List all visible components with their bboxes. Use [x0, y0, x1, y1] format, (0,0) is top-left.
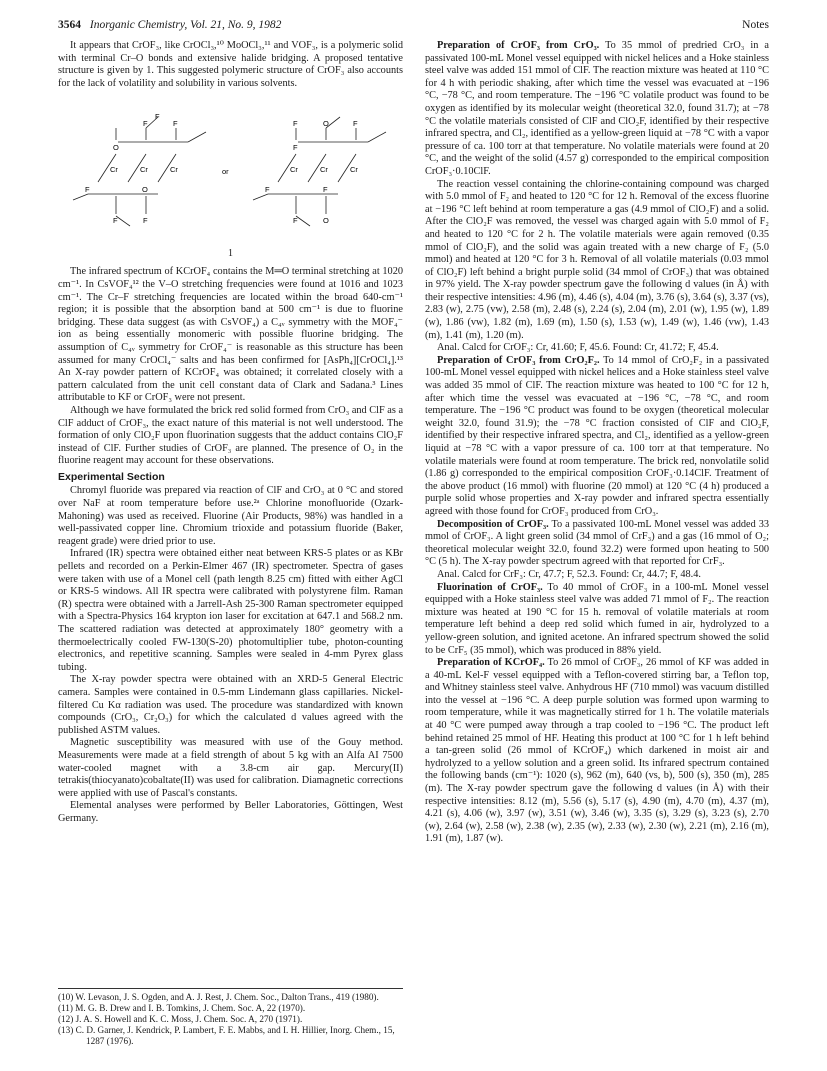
- atom-label: O: [142, 185, 148, 195]
- paragraph-prep-kcrof4: [425, 657, 769, 846]
- paragraph-prep-from-cro2f2: [425, 355, 769, 519]
- paragraph-prep-from-cro3: [425, 40, 769, 179]
- atom-label: O: [113, 143, 119, 153]
- paragraph-fluorination-of-adduct: The reaction vessel containing the chlorine-containing compound was charged with 5.0 mmol of F₂ and heated to 120 °C for 12 h. Removal of the excess fluorine at −196 °C left behind at room temperature a gas (4.9 mmol of ClO₂F) and a solid. After the ClO₂F was removed, the vessel was charged again with 5.0 mmol of F₂ and heated to 120 °C for 2 h. The volatile materials were again removed (0.35 mmol of ClO₂F), and the solid was again treated with a new charge of F₂ (5.0 mmol) and heated at 120 °C for 3 h. Removal of all volatile materials (0.03 mmol of ClO₂F) left behind a bright purple solid (34 mmol of CrOF₃) that was obtained in 97% yield. The X-ray powder spectrum gave the following d values (in Å) with their respective intensities: 4.96 (m), 4.46 (s), 4.04 (m), 3.76 (s), 3.64 (s), 3.37 (vs), 2.83 (w), 2.75 (vw), 2.58 (m), 2.48 (s), 2.24 (s), 2.04 (m), 2.01 (w), 1.95 (w), 1.89 (w), 1.86 (vw), 1.82 (m), 1.69 (m), 1.50 (s), 1.53 (w), 1.49 (w), 1.46 (vw), 1.43 (m), 1.41 (m), 1.20 (m).: [425, 178, 769, 341]
- atom-label: F: [293, 143, 298, 153]
- paragraph-xray: The X-ray powder spectra were obtained with an XRD-5 General Electric camera. Samples were contained in 0.5-mm Lindemann glass capillaries. Nickel-filtered Cu Kα radiation was used. The procedure was standardized with known compounds (CrO₃, Cr₂O₃) for which the calculated d values agreed with the published ASTM values.: [58, 674, 403, 736]
- atom-label: Cr: [110, 165, 118, 175]
- atom-label: F: [293, 216, 298, 226]
- subsection-title: Preparation of CrOF₃ from CrO₃.: [437, 40, 600, 51]
- subsection-title: Preparation of CrOF₃ from CrO₂F₂.: [437, 354, 600, 366]
- atom-label: Cr: [320, 165, 328, 175]
- atom-label: F: [265, 185, 270, 195]
- paragraph-ir-discussion: The infrared spectrum of KCrOF₄ contains the M═O terminal stretching at 1020 cm⁻¹. In CsVOF₄¹² the V–O stretching frequencies were found at 1016 and 1023 cm⁻¹. The Cr–F stretching frequencies are located within the broad 640-cm⁻¹ region; it is possible that the absorption band at 500 cm⁻¹ is due to fluorine bridging. These data suggest (as with CsVOF₄) a C₄ᵥ symmetry with the MOF₄⁻ ion as being essentially monomeric with possible fluorine bridging. The assumption of C₄ᵥ symmetry for CrOF₄⁻ is reasonable as this structure has been assumed for many CrOCl₄⁻ salts and has been confirmed for [AsPh₄][CrOCl₄].¹³ An X-ray powder pattern of KCrOF₄ was obtained; it correlated closely with a pattern calculated from the unit cell constant data of Clark and Sadana.³ Lines attributable to KF or CrOF₃ were not present.: [58, 266, 403, 404]
- paragraph-decomposition: [425, 519, 769, 569]
- section-heading: Experimental Section: [58, 470, 165, 483]
- paragraph-magnetic: Magnetic susceptibility was measured with use of the Gouy method. Measurements were made at a field strength of about 5 kg with an Alfa AI 7500 water-cooled magnet with a 3.8-cm air gap. Mercury(II) tetrakis(thiocyanato)cobaltate(II) was used for calibration. Diamagnetic corrections were applied with use of Pascal's constants.: [58, 737, 403, 799]
- atom-label: F: [143, 216, 148, 226]
- subsection-text: To 26 mmol of CrOF₃, 26 mmol of KF was added in a 40-mL Kel-F vessel equipped with a Teflon-covered stirring bar, a Teflon top, and Whitney stainless steel valve. Anhydrous HF (710 mmol) was vacuum distilled into the vessel at −196 °C. A deep purple solution was formed upon warming to room temperature, while it was magnetically stirred for 1 h. The volatile materials at 40 °C were pumped away through a trap cooled to −196 °C. The product left behind retained 25 mmol of HF. Heating this product at 100 °C for 1 h left behind a tan-green solid (26 mmol of KCrOF₄) which darkened in moist air and hydrolyzed to a yellow solution and a green solid. Its infrared spectrum contained the following bands (cm⁻¹): 1020 (s), 962 (m), 640 (vs, b), 500 (s), 350 (m), 285 (m). The X-ray powder spectrum gave the following d values (in Å) with their respective intensities: 8.12 (m), 5.56 (s), 5.17 (s), 4.90 (m), 4.70 (m), 4.37 (m), 4.21 (s), 4.06 (w), 3.97 (w), 3.51 (w), 3.46 (w), 3.35 (s), 3.29 (s), 3.23 (s), 2.70 (w), 2.64 (w), 2.58 (w), 2.38 (w), 2.35 (w), 2.33 (w), 2.30 (w), 2.21 (m), 2.16 (m), 1.91 (m), 1.87 (w).: [425, 657, 769, 845]
- atom-label: O: [323, 216, 329, 226]
- section-name: Notes: [742, 19, 769, 31]
- reference-item: (13) C. D. Garner, J. Kendrick, P. Lambert, F. E. Mabbs, and I. H. Hillier, Inorg. Chem., 15, 1287 (1976).: [58, 1025, 395, 1046]
- subsection-text: To 14 mmol of CrO₂F₂ in a passivated 100-mL Monel vessel equipped with nickel helices and a Hoke stainless steel valve was added 35 mmol of ClF. The reaction mixture was heated to 100 °C for 12 h, after which time the vessel was evacuated at −196 °C, −78 °C, and room temperature. The −196 °C product was found to be oxygen (theoretical molecular weight 32.0, found 31.9); the −78 °C fraction consisted of ClF and ClO₂F, identified by their respective infrared spectra, and Cl₂, identified as a yellow-green liquid at −78 °C with a vapor pressure of ca. 100 torr at that temperature. No volatile materials were found at room temperature. The brick red, nonvolatile solid (1.86 g) corresponded to the empirical composition CrOF₃·0.14ClF. Treatment of the above product (16 mmol) with fluorine (20 mmol) at 120 °C (4 h) produced a purple solid whose properties and X-ray powder and infrared spectra essentially agreed with those found for CrOF₃ produced from CrO₃.: [425, 354, 769, 517]
- or-label: or: [222, 167, 229, 177]
- atom-label: Cr: [170, 165, 178, 175]
- atom-label: F: [155, 112, 160, 122]
- atom-label: F: [143, 119, 148, 129]
- running-header: [58, 19, 769, 35]
- structure-drawing: [58, 92, 403, 242]
- paragraph-analyses: Elemental analyses were performed by Beller Laboratories, Göttingen, West Germany.: [58, 800, 403, 824]
- subsection-title: Fluorination of CrOF₃.: [437, 581, 543, 593]
- journal-citation: Inorganic Chemistry, Vol. 21, No. 9, 1982: [89, 19, 282, 31]
- analysis-crf3: Anal. Calcd for CrF₃: Cr, 47.7; F, 52.3. Found: Cr, 44.7; F, 48.4.: [437, 568, 701, 580]
- subsection-text: To a passivated 100-mL Monel vessel was added 33 mmol of CrOF₃. A light green solid (34 mmol of CrF₃) and a gas (16 mmol of O₂; theoretical molecular weight 32.0, found 32.2) were formed upon heating to 500 °C (5 h). The X-ray powder spectrum agreed with that reported for CrF₃.: [425, 518, 770, 568]
- paragraph-spectra: Infrared (IR) spectra were obtained either neat between KRS-5 plates or as KBr pellets and recorded on a Perkin-Elmer 467 (IR) spectrometer. Spectra of gases were taken with use of a Monel cell (path length 8.25 cm) fitted with either AgCl or KRS-5 windows. All IR spectra were calibrated with polystyrene film. Raman (R) spectra were obtained with a Jarrell-Ash 25-300 Raman spectrometer equipped with a Spectra-Physics 164 krypton ion laser for excitation at 647.1 and 568.2 nm. The scattered radiation was detected at approximately 180° geometry with a thermoelectrically cooled FW-130(S-20) photomultiplier tube, photon-counting electronics, and repetitive scanning. Samples were sealed in 4-mm Pyrex glass tubing.: [58, 548, 403, 673]
- footnotes: [58, 988, 403, 1047]
- reference-item: (11) M. G. B. Drew and I. B. Tomkins, J. Chem. Soc. A, 22 (1970).: [58, 1003, 306, 1013]
- paragraph-fluorination: [425, 582, 769, 658]
- subsection-title: Preparation of KCrOF₄.: [437, 657, 545, 669]
- subsection-text: To 40 mmol of CrOF₃ in a 100-mL Monel vessel equipped with a Hoke stainless steel valve was added 71 mmol of F₂. The reaction mixture was heated at 190 °C for 15 h. removal of volatile materials at room temperature left behind a deep red solid which fumed in air, hydrolyzed to a yellow-green solution, and ignited acetone. An infrared spectrum showed the solid to be CrF₅ (35 mmol), which was produced in 88% yield.: [425, 581, 769, 656]
- atom-label: F: [323, 185, 328, 195]
- atom-label: F: [293, 119, 298, 129]
- subsection-text: To 35 mmol of predried CrO₃ in a passivated 100-mL Monel vessel equipped with nickel helices and a Hoke stainless steel valve was added 151 mmol of ClF. The reaction mixture was heated at 110 °C for 4 h with periodic shaking, after which time the vessel was evacuated at −196 °C, −78 °C, and room temperature. The −196 °C volatile product was found to be oxygen as identified by its molecular weight (theoretical 32.0, found 31.7); at −78 °C the volatile materials consisted of ClF and ClO₂F, identified by their respective infrared spectra, and Cl₂, identified as a yellow-green liquid at −78 °C with a vapor pressure of ca. 100 torr at that temperature. No volatile materials were found at 20 °C, and the weight of the solid (4.57 g) corresponded to the empirical composition CrOF₃·0.10ClF.: [425, 40, 769, 177]
- analysis-cr-of3: Anal. Calcd for CrOF₃: Cr, 41.60; F, 45.6. Found: Cr, 41.72; F, 45.4.: [437, 342, 719, 354]
- reference-item: (12) J. A. S. Howell and K. C. Moss, J. Chem. Soc. A, 270 (1971).: [58, 1014, 303, 1024]
- page-number: 3564: [58, 19, 81, 31]
- atom-label: F: [173, 119, 178, 129]
- structure-figure: [58, 92, 403, 260]
- atom-label: F: [113, 216, 118, 226]
- atom-label: Cr: [290, 165, 298, 175]
- left-column: [58, 40, 403, 826]
- paragraph-adduct-discussion: Although we have formulated the brick red solid formed from CrO₃ and ClF as a ClF adduct of CrOF₃, the exact nature of this material is not well understood. The formation of only ClO₂F upon fluorination suggests that the adduct contains ClO₂F instead of ClF. Further studies of CrOF₃ are planned. The presence of O₂ in the fluorine reagent may account for these observations.: [58, 404, 404, 467]
- paragraph-reagents: Chromyl fluoride was prepared via reaction of ClF and CrO₃ at 0 °C and stored over NaF at room temperature before use.²ᵃ Chlorine monofluoride (Ozark-Mahoning) was used as received. Fluorine (Air Products, 98%) was handled in a well-passivated copper line. Chromium trioxide and potassium fluoride (Baker, reagent grade) were dried prior to use.: [58, 485, 403, 547]
- subsection-title: Decomposition of CrOF₃.: [437, 518, 549, 530]
- reference-item: (10) W. Levason, J. S. Ogden, and A. J. Rest, J. Chem. Soc., Dalton Trans., 419 (1980).: [58, 992, 379, 1002]
- atom-label: F: [353, 119, 358, 129]
- paragraph-structure-intro: It appears that CrOF₃, like CrOCl₃,¹⁰ MoOCl₃,¹¹ and VOF₃, is a polymeric solid with terminal Cr–O bonds and extensive halide bridging. A proposed tentative structure is given by 1. This suggested polymeric structure of CrOF₃ also accounts for the lack of volatility and solubility in various solvents.: [58, 40, 403, 89]
- structure-number: 1: [228, 247, 233, 259]
- atom-label: Cr: [140, 165, 148, 175]
- atom-label: Cr: [350, 165, 358, 175]
- atom-label: O: [323, 119, 329, 129]
- atom-label: F: [85, 185, 90, 195]
- right-column: [425, 40, 769, 846]
